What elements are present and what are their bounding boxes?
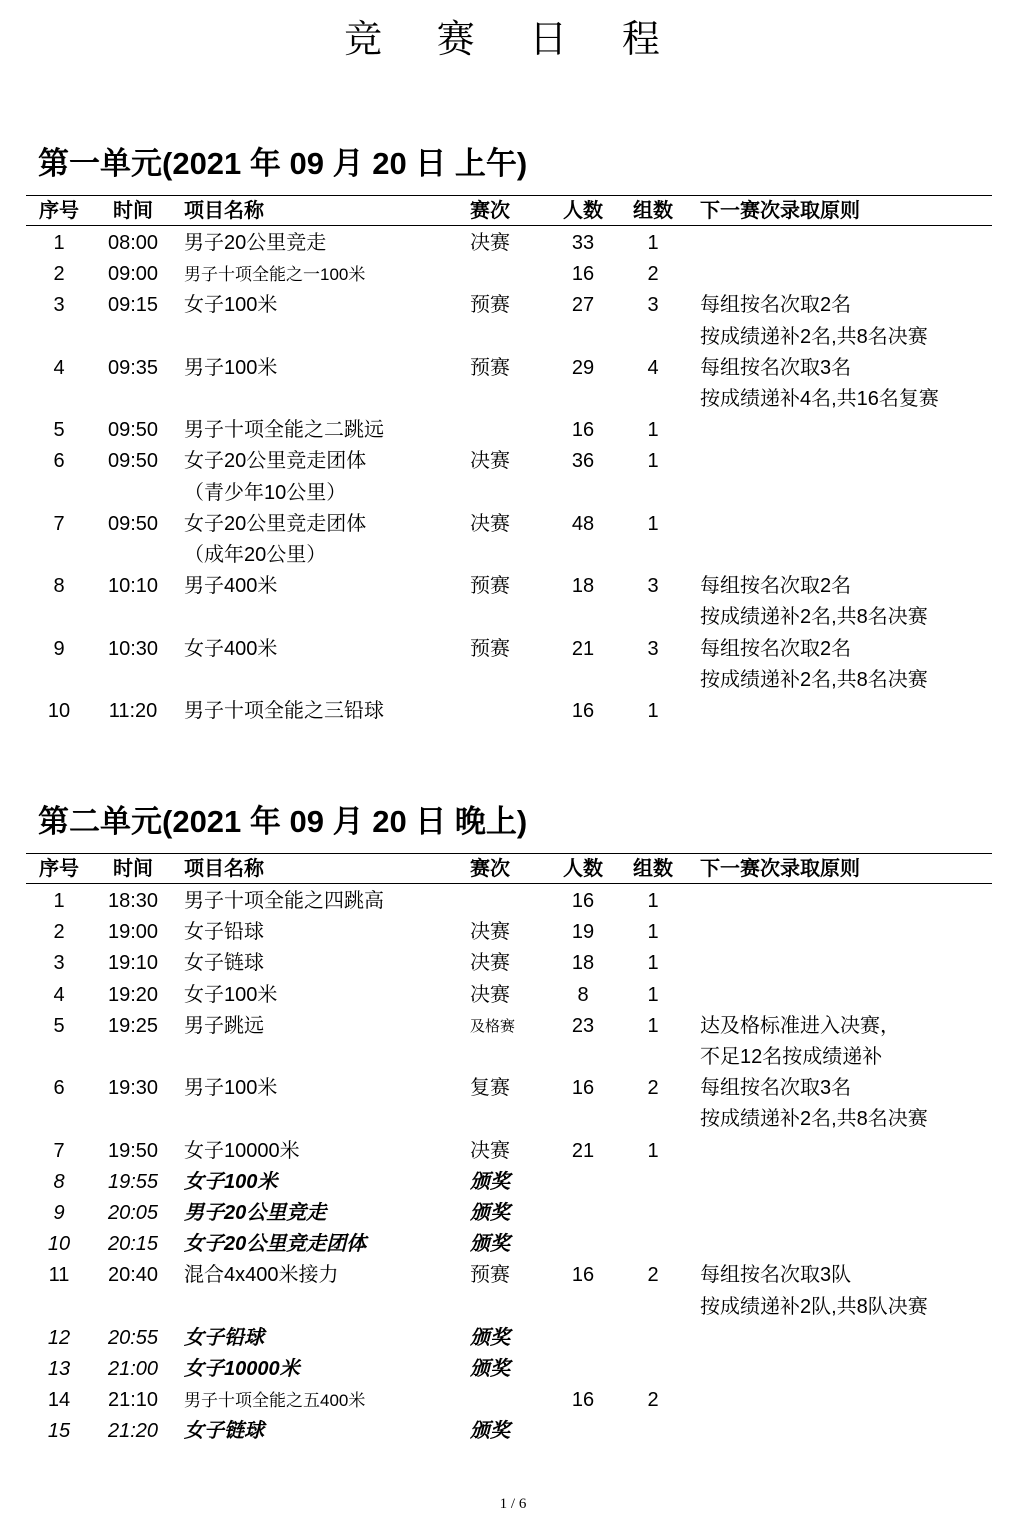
row-count: 23 <box>571 1014 595 1037</box>
table-row <box>26 290 992 321</box>
row-groups: 3 <box>647 575 659 598</box>
row-rule-continued: 按成绩递补2名,共8名决赛 <box>700 1108 928 1131</box>
row-num: 9 <box>53 637 65 660</box>
row-count <box>556 1167 610 1198</box>
row-count <box>556 1354 610 1385</box>
header-num: 序号 <box>39 200 79 222</box>
row-num: 5 <box>53 1014 65 1037</box>
row-event: 女子100米 <box>184 983 278 1006</box>
row-num: 11 <box>48 1264 70 1287</box>
row-num: 10 <box>47 1233 71 1256</box>
header-groups: 组数 <box>633 200 673 222</box>
row-groups: 1 <box>647 983 659 1006</box>
row-num: 2 <box>53 263 65 286</box>
header-round: 赛次 <box>470 200 510 222</box>
row-rule: 每组按名次取2名 <box>700 575 852 598</box>
row-time: 09:50 <box>107 512 159 535</box>
table-row <box>26 1011 992 1042</box>
row-groups: 1 <box>647 512 659 535</box>
row-num: 4 <box>53 356 65 379</box>
table-row <box>26 228 992 259</box>
row-num: 1 <box>53 232 65 254</box>
row-num: 7 <box>53 1139 65 1162</box>
row-rule: 每组按名次取3名 <box>700 1077 852 1100</box>
row-groups: 2 <box>647 1264 659 1287</box>
row-time: 20:55 <box>107 1326 159 1349</box>
table-header <box>26 195 992 226</box>
table-row <box>26 1073 992 1104</box>
row-rule-continued: 按成绩递补2名,共8名决赛 <box>700 325 928 348</box>
row-event: 女子20公里竞走团体 <box>184 450 367 473</box>
table-row <box>26 886 992 917</box>
row-time: 09:50 <box>107 450 159 473</box>
row-count: 16 <box>571 1264 595 1287</box>
row-event: 男子十项全能之四跳高 <box>184 890 384 912</box>
row-count: 16 <box>571 700 595 722</box>
header-count: 人数 <box>563 200 603 222</box>
row-groups: 2 <box>647 263 659 286</box>
table-row <box>26 1323 992 1354</box>
row-rule: 达及格标准进入决赛， <box>700 1014 900 1037</box>
row-num: 3 <box>53 294 65 317</box>
row-round: 预赛 <box>470 575 510 598</box>
row-count <box>556 1416 610 1447</box>
row-event: 男子跳远 <box>184 1014 264 1037</box>
row-event: 女子铅球 <box>184 921 264 944</box>
row-count: 21 <box>571 1139 595 1162</box>
row-num: 1 <box>53 890 65 912</box>
row-time: 19:50 <box>107 1139 159 1162</box>
row-time: 19:20 <box>107 983 159 1006</box>
row-time: 20:15 <box>107 1233 159 1256</box>
row-count: 29 <box>571 356 595 379</box>
row-groups: 3 <box>647 294 659 317</box>
table-row <box>26 1385 992 1416</box>
table-row-continuation <box>26 384 992 415</box>
table-row <box>26 353 992 384</box>
row-groups: 1 <box>647 952 659 975</box>
row-round: 颁奖 <box>470 1233 510 1256</box>
table-header <box>26 853 992 884</box>
row-num: 4 <box>53 983 65 1006</box>
row-groups <box>626 1167 680 1198</box>
row-count: 21 <box>571 637 595 660</box>
row-count: 18 <box>571 575 595 598</box>
row-rule-continued: 按成绩递补4名,共16名复赛 <box>700 388 939 410</box>
table-row <box>26 446 992 477</box>
row-time: 19:55 <box>107 1170 159 1193</box>
table-row <box>26 1416 992 1447</box>
row-count: 19 <box>571 921 595 944</box>
table-row <box>26 571 992 602</box>
table-row <box>26 1260 992 1291</box>
row-rule: 每组按名次取3名 <box>700 356 852 379</box>
row-count: 48 <box>571 512 595 535</box>
table-row <box>26 1229 992 1260</box>
row-num: 9 <box>53 1202 65 1224</box>
row-num: 6 <box>53 1077 65 1100</box>
row-count: 27 <box>571 294 595 317</box>
row-time: 09:00 <box>107 263 159 286</box>
row-round: 预赛 <box>470 637 510 660</box>
row-time: 18:30 <box>107 890 159 912</box>
row-num: 12 <box>47 1326 71 1349</box>
row-event: 女子100米 <box>184 294 278 317</box>
row-round: 预赛 <box>470 356 510 379</box>
row-time: 10:10 <box>107 575 159 598</box>
row-count <box>556 1198 610 1229</box>
row-rule: 每组按名次取3队 <box>700 1264 852 1287</box>
row-num: 15 <box>47 1420 71 1443</box>
row-time: 09:15 <box>107 294 159 317</box>
row-time: 21:10 <box>107 1389 159 1412</box>
row-groups: 1 <box>647 1139 659 1162</box>
row-groups <box>626 1416 680 1447</box>
row-time: 21:00 <box>107 1358 159 1380</box>
row-event: 男子十项全能之三铅球 <box>184 700 384 722</box>
row-round: 颁奖 <box>470 1420 510 1443</box>
row-event: 男子十项全能之一100米 <box>184 265 366 285</box>
row-round: 决赛 <box>470 983 510 1006</box>
row-event-continued: （成年20公里） <box>184 544 327 566</box>
row-round: 预赛 <box>470 294 510 317</box>
row-groups <box>626 1323 680 1354</box>
row-time: 19:10 <box>107 952 159 975</box>
row-time: 11:20 <box>108 700 158 722</box>
row-groups: 1 <box>647 450 659 473</box>
row-event: 女子100米 <box>184 1170 278 1193</box>
header-round: 赛次 <box>470 858 510 880</box>
row-count: 36 <box>571 450 595 473</box>
row-round: 颁奖 <box>470 1170 510 1193</box>
row-count: 16 <box>571 1389 595 1412</box>
row-groups: 1 <box>647 232 659 254</box>
row-count: 16 <box>571 1077 595 1100</box>
row-event: 女子400米 <box>184 637 278 660</box>
row-time: 09:35 <box>107 356 159 379</box>
row-count <box>556 1323 610 1354</box>
row-count: 33 <box>571 232 595 254</box>
row-event: 女子20公里竞走团体 <box>184 1233 367 1256</box>
row-groups: 3 <box>647 637 659 660</box>
row-groups: 1 <box>647 419 659 442</box>
row-time: 19:25 <box>107 1014 159 1037</box>
table-row <box>26 1354 992 1385</box>
row-round: 及格赛 <box>470 1017 516 1035</box>
row-event-continued: （青少年10公里） <box>184 481 347 504</box>
table-row-continuation <box>26 478 992 509</box>
header-groups: 组数 <box>633 858 673 880</box>
row-event: 男子十项全能之二跳远 <box>184 419 384 442</box>
row-num: 8 <box>53 575 65 598</box>
row-time: 20:40 <box>107 1264 159 1287</box>
row-time: 21:20 <box>107 1420 159 1443</box>
table-row <box>26 1136 992 1167</box>
row-round: 决赛 <box>470 921 510 944</box>
row-round: 颁奖 <box>470 1326 510 1349</box>
row-round: 决赛 <box>470 232 510 254</box>
table-row <box>26 634 992 665</box>
row-rule-continued: 按成绩递补2队,共8队决赛 <box>700 1295 928 1318</box>
row-time: 20:05 <box>107 1202 159 1224</box>
row-groups: 1 <box>647 1014 659 1037</box>
row-event: 女子铅球 <box>184 1326 264 1349</box>
header-time: 时间 <box>113 200 153 222</box>
row-groups <box>626 1198 680 1229</box>
row-round: 颁奖 <box>470 1202 510 1224</box>
row-groups: 2 <box>647 1389 659 1412</box>
table-row <box>26 980 992 1011</box>
row-event: 男子100米 <box>184 1077 278 1100</box>
row-round: 决赛 <box>470 450 510 473</box>
table-row-continuation <box>26 1042 992 1073</box>
row-groups <box>626 1354 680 1385</box>
table-row-continuation <box>26 1292 992 1323</box>
row-rule-continued: 按成绩递补2名,共8名决赛 <box>700 668 928 691</box>
row-count: 16 <box>571 419 595 442</box>
row-time: 10:30 <box>107 637 159 660</box>
header-time: 时间 <box>113 858 153 880</box>
row-event: 女子10000米 <box>184 1358 300 1380</box>
row-time: 09:50 <box>107 419 159 442</box>
row-num: 8 <box>53 1170 65 1193</box>
row-event: 男子20公里竞走 <box>184 1202 327 1224</box>
header-rule: 下一赛次录取原则 <box>700 858 860 880</box>
row-num: 3 <box>53 952 65 975</box>
row-event: 男子400米 <box>184 575 278 598</box>
row-round: 颁奖 <box>470 1358 510 1380</box>
row-round: 决赛 <box>470 1139 510 1162</box>
row-groups: 4 <box>647 356 659 379</box>
page-number: 1 / 6 <box>499 1496 527 1512</box>
row-rule: 每组按名次取2名 <box>700 294 852 317</box>
row-num: 10 <box>47 700 71 722</box>
table-row <box>26 1198 992 1229</box>
row-groups: 1 <box>647 890 659 912</box>
table-row <box>26 509 992 540</box>
row-num: 6 <box>53 450 65 473</box>
row-event: 混合4x400米接力 <box>184 1264 339 1287</box>
row-groups: 1 <box>647 700 659 722</box>
table-row <box>26 917 992 948</box>
document-title: 竞 赛 日 程 <box>344 19 682 61</box>
header-event: 项目名称 <box>184 200 264 222</box>
header-rule: 下一赛次录取原则 <box>700 200 860 222</box>
row-time: 08:00 <box>107 232 159 254</box>
row-event: 男子十项全能之五400米 <box>184 1391 366 1411</box>
row-num: 7 <box>53 512 65 535</box>
row-event: 男子100米 <box>184 356 278 379</box>
row-count: 16 <box>571 890 595 912</box>
row-num: 14 <box>47 1389 71 1412</box>
row-num: 5 <box>53 419 65 442</box>
table-row <box>26 948 992 979</box>
row-time: 19:30 <box>107 1077 159 1100</box>
row-round: 复赛 <box>470 1077 510 1100</box>
row-event: 女子链球 <box>184 952 264 975</box>
table-row <box>26 1167 992 1198</box>
table-row-continuation <box>26 1104 992 1135</box>
row-count: 16 <box>571 263 595 286</box>
row-count <box>556 1229 610 1260</box>
row-round: 决赛 <box>470 512 510 535</box>
table-row <box>26 415 992 446</box>
row-groups: 1 <box>647 921 659 944</box>
row-event: 女子链球 <box>184 1420 264 1443</box>
row-rule: 每组按名次取2名 <box>700 637 852 660</box>
table-row-continuation <box>26 665 992 696</box>
header-event: 项目名称 <box>184 858 264 880</box>
table-row <box>26 696 992 727</box>
row-event: 男子20公里竞走 <box>184 232 327 254</box>
header-count: 人数 <box>563 858 603 880</box>
table-row-continuation <box>26 540 992 571</box>
header-num: 序号 <box>39 858 79 880</box>
row-num: 2 <box>53 921 65 944</box>
row-groups: 2 <box>647 1077 659 1100</box>
section-heading: 第一单元(2021 年 09 月 20 日 上午) <box>38 146 528 181</box>
row-round: 决赛 <box>470 952 510 975</box>
table-row <box>26 259 992 290</box>
row-groups <box>626 1229 680 1260</box>
row-rule-continued: 不足12名按成绩递补 <box>700 1046 883 1068</box>
table-row-continuation <box>26 322 992 353</box>
row-num: 13 <box>47 1358 71 1380</box>
row-round: 预赛 <box>470 1264 510 1287</box>
row-event: 女子20公里竞走团体 <box>184 512 367 535</box>
row-time: 19:00 <box>107 921 159 944</box>
row-event: 女子10000米 <box>184 1139 300 1162</box>
section-heading: 第二单元(2021 年 09 月 20 日 晚上) <box>38 804 528 839</box>
row-rule-continued: 按成绩递补2名,共8名决赛 <box>700 606 928 629</box>
row-count: 18 <box>571 952 595 975</box>
row-count: 8 <box>577 983 589 1006</box>
table-row-continuation <box>26 602 992 633</box>
